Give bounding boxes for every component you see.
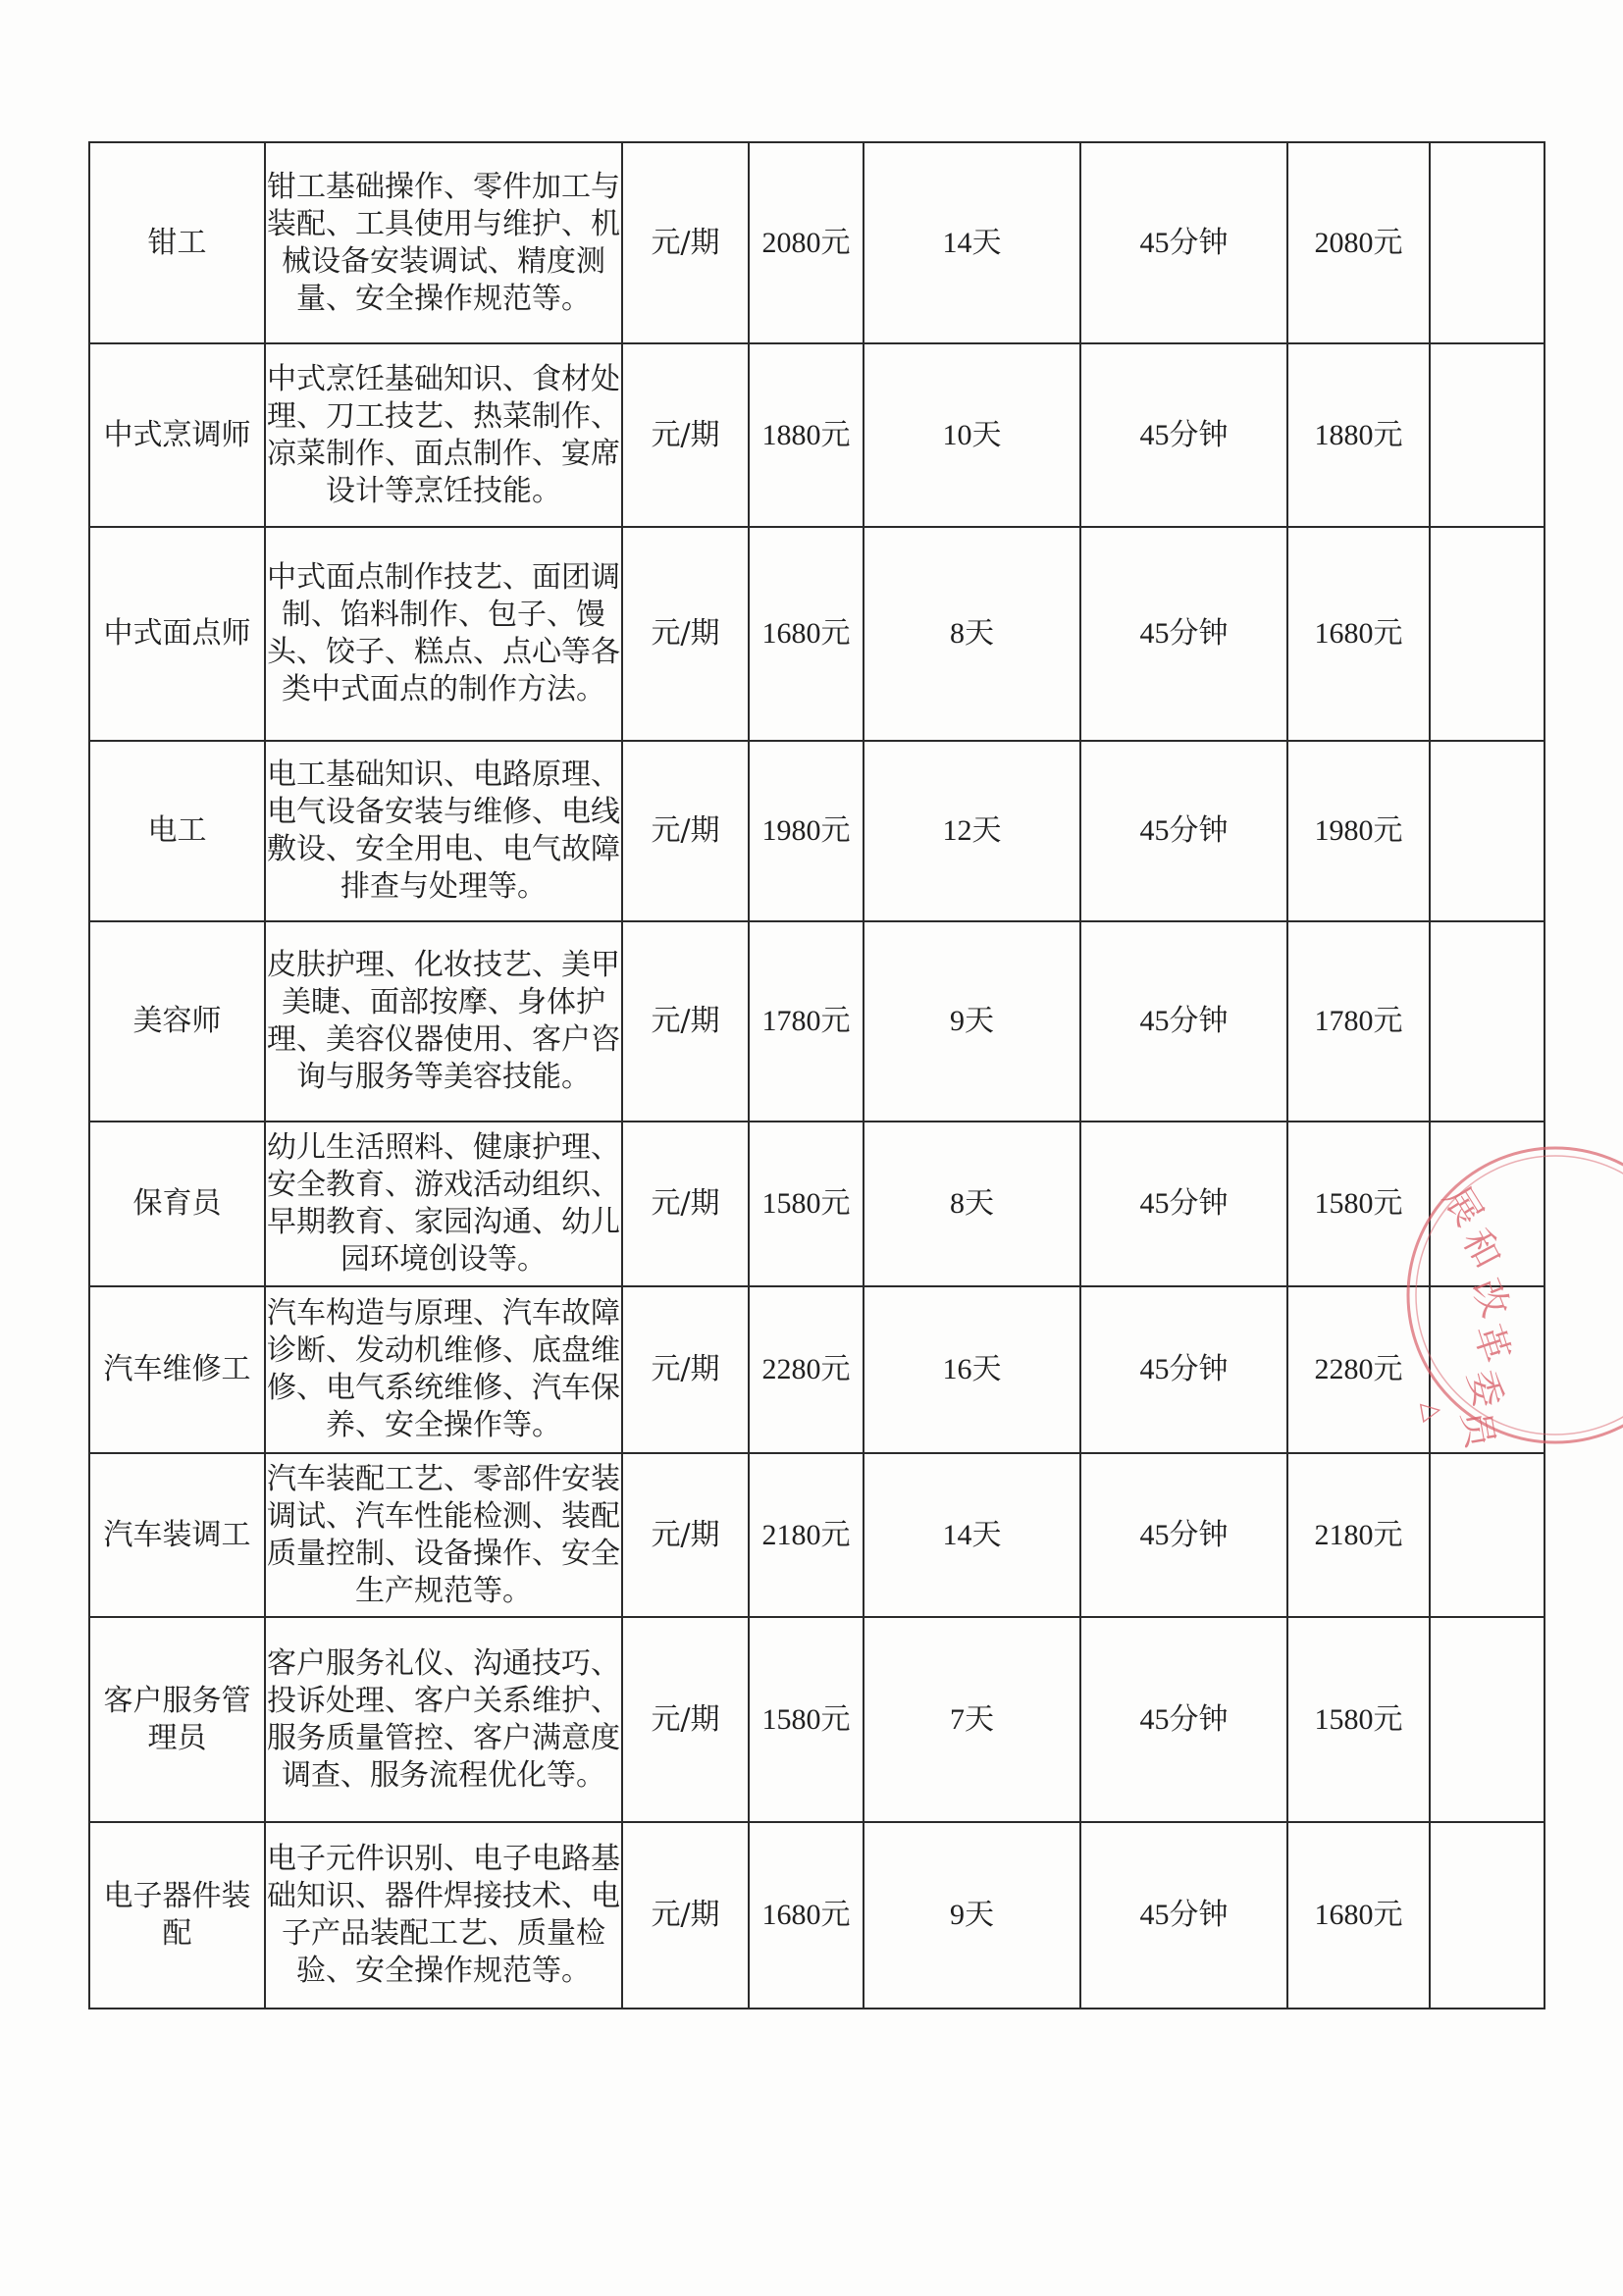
training-content: 皮肤护理、化妆技艺、美甲美睫、面部按摩、身体护理、美容仪器使用、客户咨询与服务等美容技能。 bbox=[265, 921, 622, 1122]
remark-cell bbox=[1430, 1286, 1544, 1453]
fee-price: 1680元 bbox=[749, 1822, 864, 2009]
exam-duration: 45分钟 bbox=[1080, 1617, 1287, 1822]
job-name: 电子器件装配 bbox=[89, 1822, 265, 2009]
exam-duration: 45分钟 bbox=[1080, 142, 1287, 343]
fee-price: 1580元 bbox=[749, 1617, 864, 1822]
fee-total: 1880元 bbox=[1287, 343, 1430, 527]
remark-cell bbox=[1430, 1453, 1544, 1617]
fee-price: 1780元 bbox=[749, 921, 864, 1122]
fee-price: 1580元 bbox=[749, 1122, 864, 1286]
fee-price: 2280元 bbox=[749, 1286, 864, 1453]
remark-cell bbox=[1430, 527, 1544, 741]
remark-cell bbox=[1430, 343, 1544, 527]
training-duration: 10天 bbox=[864, 343, 1080, 527]
training-content: 汽车构造与原理、汽车故障诊断、发动机维修、底盘维修、电气系统维修、汽车保养、安全操作等。 bbox=[265, 1286, 622, 1453]
svg-text:委: 委 bbox=[1459, 1365, 1511, 1413]
table-row bbox=[89, 1822, 1544, 2009]
training-content: 汽车装配工艺、零部件安装调试、汽车性能检测、装配质量控制、设备操作、安全生产规范等。 bbox=[265, 1453, 622, 1617]
training-duration: 14天 bbox=[864, 1453, 1080, 1617]
exam-duration: 45分钟 bbox=[1080, 343, 1287, 527]
remark-cell bbox=[1430, 1617, 1544, 1822]
exam-duration: 45分钟 bbox=[1080, 1286, 1287, 1453]
fee-total: 1780元 bbox=[1287, 921, 1430, 1122]
fee-total: 2280元 bbox=[1287, 1286, 1430, 1453]
fee-price: 2180元 bbox=[749, 1453, 864, 1617]
training-content: 中式烹饪基础知识、食材处理、刀工技艺、热菜制作、凉菜制作、面点制作、宴席设计等烹饪技能。 bbox=[265, 343, 622, 527]
exam-duration: 45分钟 bbox=[1080, 1822, 1287, 2009]
job-name: 电工 bbox=[89, 741, 265, 921]
svg-text:和: 和 bbox=[1454, 1222, 1510, 1276]
fee-total: 1580元 bbox=[1287, 1617, 1430, 1822]
remark-cell bbox=[1430, 1822, 1544, 2009]
fee-unit: 元/期 bbox=[622, 741, 749, 921]
table-row bbox=[89, 741, 1544, 921]
job-name: 保育员 bbox=[89, 1122, 265, 1286]
training-duration: 14天 bbox=[864, 142, 1080, 343]
svg-text:△: △ bbox=[1416, 1399, 1449, 1424]
job-name: 中式烹调师 bbox=[89, 343, 265, 527]
training-fee-table bbox=[88, 141, 1545, 2009]
fee-unit: 元/期 bbox=[622, 142, 749, 343]
fee-unit: 元/期 bbox=[622, 527, 749, 741]
job-name: 汽车装调工 bbox=[89, 1453, 265, 1617]
job-name: 汽车维修工 bbox=[89, 1286, 265, 1453]
fee-price: 1880元 bbox=[749, 343, 864, 527]
training-content: 电工基础知识、电路原理、电气设备安装与维修、电线敷设、安全用电、电气故障排查与处理等。 bbox=[265, 741, 622, 921]
job-name: 美容师 bbox=[89, 921, 265, 1122]
training-content: 幼儿生活照料、健康护理、安全教育、游戏活动组织、早期教育、家园沟通、幼儿园环境创设等。 bbox=[265, 1122, 622, 1286]
fee-total: 1680元 bbox=[1287, 1822, 1430, 2009]
remark-cell bbox=[1430, 921, 1544, 1122]
table-row bbox=[89, 1453, 1544, 1617]
svg-text:员: 员 bbox=[1453, 1406, 1503, 1452]
remark-cell bbox=[1430, 142, 1544, 343]
table-row bbox=[89, 1286, 1544, 1453]
table-row bbox=[89, 527, 1544, 741]
fee-unit: 元/期 bbox=[622, 921, 749, 1122]
training-content: 客户服务礼仪、沟通技巧、投诉处理、客户关系维护、服务质量管控、客户满意度调查、服务流程优化等。 bbox=[265, 1617, 622, 1822]
training-content: 中式面点制作技艺、面团调制、馅料制作、包子、馒头、饺子、糕点、点心等各类中式面点的制作方法。 bbox=[265, 527, 622, 741]
training-duration: 7天 bbox=[864, 1617, 1080, 1822]
fee-total: 2180元 bbox=[1287, 1453, 1430, 1617]
fee-unit: 元/期 bbox=[622, 1617, 749, 1822]
training-duration: 8天 bbox=[864, 527, 1080, 741]
training-duration: 12天 bbox=[864, 741, 1080, 921]
training-duration: 9天 bbox=[864, 921, 1080, 1122]
table-row bbox=[89, 1122, 1544, 1286]
svg-text:改: 改 bbox=[1463, 1272, 1518, 1324]
fee-total: 2080元 bbox=[1287, 142, 1430, 343]
exam-duration: 45分钟 bbox=[1080, 741, 1287, 921]
training-duration: 16天 bbox=[864, 1286, 1080, 1453]
fee-total: 1980元 bbox=[1287, 741, 1430, 921]
fee-unit: 元/期 bbox=[622, 1453, 749, 1617]
exam-duration: 45分钟 bbox=[1080, 921, 1287, 1122]
fee-total: 1680元 bbox=[1287, 527, 1430, 741]
fee-price: 1980元 bbox=[749, 741, 864, 921]
fee-unit: 元/期 bbox=[622, 1286, 749, 1453]
exam-duration: 45分钟 bbox=[1080, 1122, 1287, 1286]
table-row bbox=[89, 142, 1544, 343]
table-row bbox=[89, 343, 1544, 527]
job-name: 中式面点师 bbox=[89, 527, 265, 741]
fee-unit: 元/期 bbox=[622, 1822, 749, 2009]
remark-cell bbox=[1430, 1122, 1544, 1286]
table-row bbox=[89, 1617, 1544, 1822]
fee-total: 1580元 bbox=[1287, 1122, 1430, 1286]
exam-duration: 45分钟 bbox=[1080, 527, 1287, 741]
training-duration: 8天 bbox=[864, 1122, 1080, 1286]
fee-price: 1680元 bbox=[749, 527, 864, 741]
exam-duration: 45分钟 bbox=[1080, 1453, 1287, 1617]
svg-text:展: 展 bbox=[1435, 1178, 1492, 1234]
training-content: 电子元件识别、电子电路基础知识、器件焊接技术、电子产品装配工艺、质量检验、安全操作规范等。 bbox=[265, 1822, 622, 2009]
table-row bbox=[89, 921, 1544, 1122]
job-name: 钳工 bbox=[89, 142, 265, 343]
fee-unit: 元/期 bbox=[622, 343, 749, 527]
job-name: 客户服务管理员 bbox=[89, 1617, 265, 1822]
fee-price: 2080元 bbox=[749, 142, 864, 343]
fee-unit: 元/期 bbox=[622, 1122, 749, 1286]
remark-cell bbox=[1430, 741, 1544, 921]
svg-text:革: 革 bbox=[1465, 1319, 1519, 1368]
training-content: 钳工基础操作、零件加工与装配、工具使用与维护、机械设备安装调试、精度测量、安全操作规范等。 bbox=[265, 142, 622, 343]
training-duration: 9天 bbox=[864, 1822, 1080, 2009]
table-body bbox=[89, 142, 1544, 2009]
